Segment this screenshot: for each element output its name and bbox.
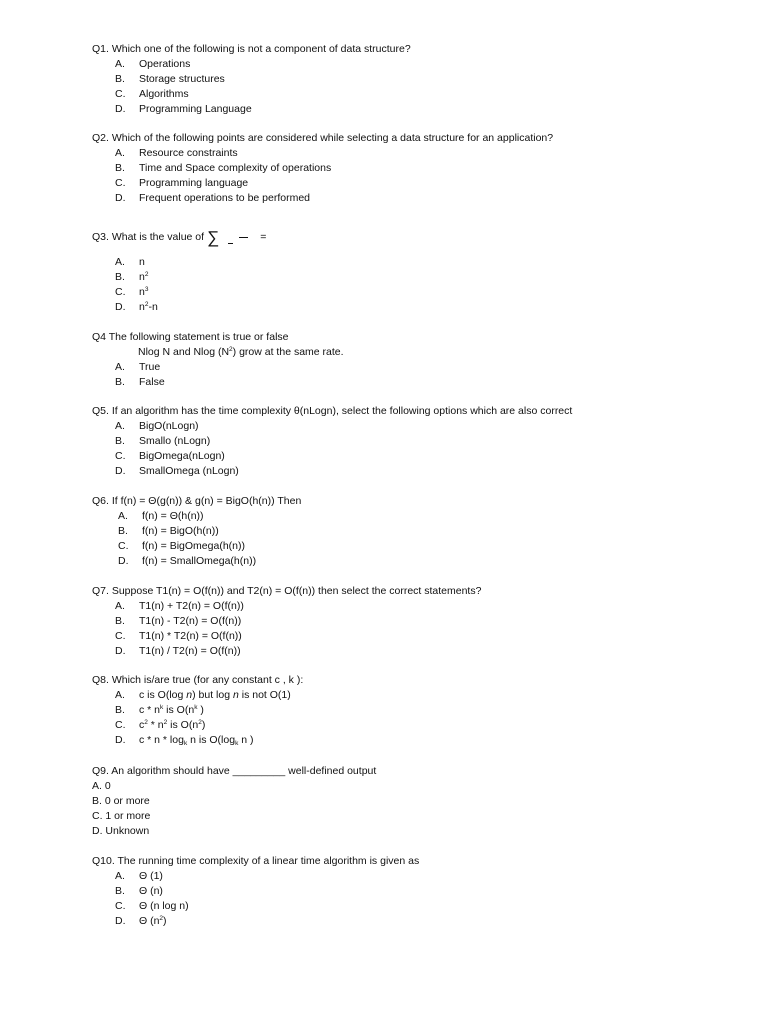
- option-c: [92, 629, 712, 644]
- option-label: C.: [115, 719, 126, 731]
- option-a: [92, 57, 712, 72]
- option-b: [92, 524, 712, 539]
- option-b: [92, 434, 712, 449]
- option-label: C.: [115, 450, 126, 462]
- option-a: [92, 146, 712, 161]
- option-text: $n^2-n$: [139, 301, 158, 313]
- option-b: [92, 884, 712, 899]
- option-label: A.: [115, 420, 125, 432]
- question-stem: Q8. Which is/are true (for any constant c , k ):: [92, 674, 304, 686]
- option-text: Resource constraints: [139, 147, 238, 159]
- option-b: [92, 614, 712, 629]
- option-d: [92, 191, 712, 206]
- question-6: [92, 494, 712, 569]
- option-label: C.: [115, 88, 126, 100]
- option-label: C.: [115, 286, 126, 298]
- option-a: [92, 599, 712, 614]
- option-label: D.: [115, 301, 126, 313]
- option-text: f(n) = BigOmega(h(n)): [142, 540, 245, 552]
- option-label: C.: [115, 630, 126, 642]
- option-a: [92, 869, 712, 884]
- option-d: [92, 464, 712, 479]
- option-label: D.: [115, 915, 126, 927]
- option-a: [92, 419, 712, 434]
- option-label: D.: [115, 645, 126, 657]
- option-label: A.: [115, 600, 125, 612]
- statement: Nlog N and Nlog $(N^2)$ grow at the same rate.: [138, 346, 344, 358]
- option-label: B.: [115, 271, 125, 283]
- option-label: B.: [118, 525, 128, 537]
- question-7: [92, 584, 712, 659]
- option-text: T1(n) + T2(n) = O(f(n)): [139, 600, 244, 612]
- question-3: [92, 227, 712, 315]
- option-b: B. 0 or more: [92, 795, 150, 807]
- option-b: [92, 72, 712, 87]
- option-text: Programming Language: [139, 103, 252, 115]
- option-label: B.: [115, 885, 125, 897]
- equals-sign: =: [260, 231, 267, 243]
- question-stem: Q9. An algorithm should have _________ well-defined output: [92, 765, 377, 777]
- option-c: [92, 449, 712, 464]
- option-text: Θ (n): [139, 885, 163, 897]
- option-label: D.: [115, 192, 126, 204]
- question-stem: Q7. Suppose T1(n) = O(f(n)) and T2(n) = O(f(n)) then select the correct statements?: [92, 585, 482, 597]
- fraction-bar: [239, 237, 248, 238]
- option-text: Programming language: [139, 177, 249, 189]
- option-text: n: [139, 256, 145, 268]
- option-d: [92, 733, 712, 748]
- option-text: $c^2 * n^2$ is $O(n^2)$: [139, 719, 206, 731]
- question-stem: Q10. The running time complexity of a linear time algorithm is given as: [92, 855, 420, 867]
- option-c: [92, 285, 712, 300]
- option-text: Smallo (nLogn): [139, 435, 211, 447]
- option-label: B.: [115, 73, 125, 85]
- option-label: D.: [115, 465, 126, 477]
- summation-lower-limit: [228, 243, 233, 244]
- option-text: T1(n) / T2(n) = O(f(n)): [139, 645, 241, 657]
- option-text: Frequent operations to be performed: [139, 192, 311, 204]
- option-label: B.: [115, 376, 125, 388]
- option-b: [92, 161, 712, 176]
- summation-symbol: ∑: [207, 228, 220, 247]
- option-label: D.: [115, 103, 126, 115]
- question-stem: Q4 The following statement is true or false: [92, 331, 289, 343]
- option-label: B.: [115, 704, 125, 716]
- option-text: False: [139, 376, 165, 388]
- option-a: [92, 509, 712, 524]
- question-2: [92, 131, 712, 206]
- option-b: [92, 270, 712, 285]
- option-label: C.: [115, 177, 126, 189]
- question-stem: [92, 227, 712, 255]
- option-label: B.: [115, 615, 125, 627]
- question-stem: Q1. Which one of the following is not a component of data structure?: [92, 43, 411, 55]
- option-text: c is O(log n) but log n is not O(1): [139, 689, 291, 701]
- option-text: Θ (n log n): [139, 900, 189, 912]
- question-stem: Q2. Which of the following points are considered while selecting a data structure for an application?: [92, 132, 554, 144]
- option-c: [92, 176, 712, 191]
- option-text: $n^2$: [139, 271, 149, 283]
- question-stem: Q6. If f(n) = Θ(g(n)) & g(n) = BigO(h(n)) Then: [92, 495, 302, 507]
- option-label: A.: [118, 510, 128, 522]
- option-text: T1(n) - T2(n) = O(f(n)): [139, 615, 242, 627]
- option-text: f(n) = Θ(h(n)): [142, 510, 204, 522]
- option-d: [92, 914, 712, 929]
- option-label: D.: [115, 734, 126, 746]
- option-text: $n^3$: [139, 286, 149, 298]
- question-stem: Q5. If an algorithm has the time complexity θ(nLogn), select the following options which are also correct: [92, 405, 573, 417]
- option-label: A.: [115, 147, 125, 159]
- option-text: f(n) = SmallOmega(h(n)): [142, 555, 257, 567]
- option-d: [92, 644, 712, 659]
- option-c: [92, 539, 712, 554]
- option-text: T1(n) * T2(n) = O(f(n)): [139, 630, 242, 642]
- option-text: True: [139, 361, 161, 373]
- option-text: Operations: [139, 58, 191, 70]
- question-9: [92, 764, 712, 839]
- option-label: A.: [115, 256, 125, 268]
- question-10: [92, 854, 712, 929]
- option-d: [92, 554, 712, 569]
- option-a: A. 0: [92, 780, 111, 792]
- question-4: [92, 330, 712, 390]
- option-label: A.: [115, 361, 125, 373]
- option-c: [92, 899, 712, 914]
- option-text: BigOmega(nLogn): [139, 450, 225, 462]
- option-a: [92, 688, 712, 703]
- option-text: BigO(nLogn): [139, 420, 199, 432]
- option-text: Storage structures: [139, 73, 225, 85]
- option-label: C.: [118, 540, 129, 552]
- option-b: [92, 703, 712, 718]
- option-label: D.: [118, 555, 129, 567]
- option-label: B.: [115, 162, 125, 174]
- option-c: C. 1 or more: [92, 810, 151, 822]
- question-8: [92, 673, 712, 748]
- option-text: Θ $(n^2)$: [139, 915, 167, 927]
- option-text: Time and Space complexity of operations: [139, 162, 332, 174]
- question-5: [92, 404, 712, 479]
- option-label: A.: [115, 58, 125, 70]
- option-label: A.: [115, 689, 125, 701]
- option-b: [92, 375, 712, 390]
- option-label: C.: [115, 900, 126, 912]
- option-label: A.: [115, 870, 125, 882]
- option-text: Algorithms: [139, 88, 189, 100]
- option-d: [92, 300, 712, 315]
- option-text: Θ (1): [139, 870, 163, 882]
- option-text: SmallOmega (nLogn): [139, 465, 239, 477]
- question-1: [92, 42, 712, 117]
- question-stem-text: Q3. What is the value of: [92, 231, 205, 243]
- option-text: f(n) = BigO(h(n)): [142, 525, 219, 537]
- option-c: [92, 87, 712, 102]
- option-c: [92, 718, 712, 733]
- option-text: c * n * $\log_k n$ is $O(\log_k$ n ): [139, 734, 254, 747]
- option-text: c * $n^k$ is $O(n^k$ ): [139, 704, 204, 716]
- option-d: D. Unknown: [92, 825, 150, 837]
- option-a: [92, 360, 712, 375]
- option-label: B.: [115, 435, 125, 447]
- option-d: [92, 102, 712, 117]
- option-a: [92, 255, 712, 270]
